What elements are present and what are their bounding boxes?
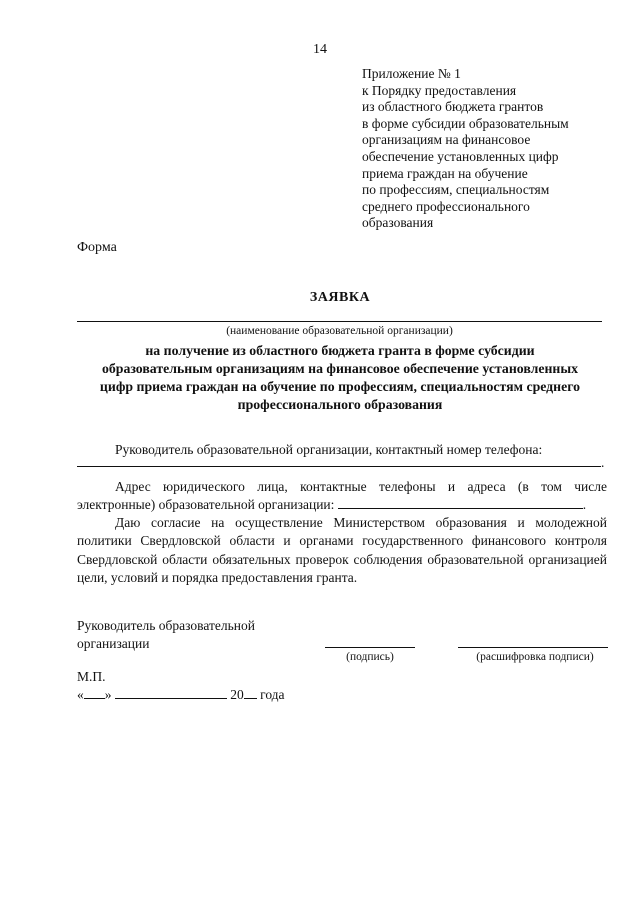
signatory-line-2: организации	[77, 636, 150, 652]
document-title: ЗАЯВКА	[309, 290, 371, 305]
annex-line: к Порядку предоставления	[362, 82, 517, 98]
page-number: 14	[313, 42, 327, 57]
date-day-field[interactable]	[84, 686, 105, 699]
date-year-prefix: 20	[230, 687, 244, 702]
date-close-quote: »	[104, 687, 112, 702]
head-contact-field-line[interactable]	[77, 466, 601, 467]
annex-line: по профессиям, специальностям	[362, 182, 550, 198]
org-name-caption: (наименование образовательной организации)	[226, 325, 453, 337]
date-open-quote: «	[77, 687, 84, 702]
address-paragraph	[77, 478, 607, 515]
address-field-line[interactable]	[338, 496, 583, 509]
signature-decoding-caption: (расшифровка подписи)	[476, 651, 594, 663]
annex-line: образования	[362, 215, 434, 231]
address-end-dot: .	[582, 497, 587, 513]
stamp-place-label: М.П.	[77, 669, 106, 684]
signature-caption: (подпись)	[346, 651, 394, 663]
subject-line: образовательным организациям на финансовое обеспечение установленных	[101, 361, 579, 376]
annex-line: Приложение № 1	[362, 66, 461, 81]
subject-line: цифр приема граждан на обучение по профессиям, специальностям среднего	[99, 379, 581, 394]
signatory-line-1: Руководитель образовательной	[77, 618, 255, 633]
date-month-field[interactable]	[115, 686, 227, 699]
annex-line: из областного бюджета грантов	[362, 99, 544, 115]
head-contact-label: Руководитель образовательной организации, контактный номер телефона:	[115, 442, 543, 457]
consent-paragraph: Даю согласие на осуществление Министерством образования и молодежной политики Свердловской области и органами государственного финансового контроля Свердловской области обязательных проверок соблюдения образовательной организацией цели, условий и порядка предоставления гранта.	[77, 515, 607, 586]
org-name-field-line[interactable]	[77, 321, 602, 322]
date-year-suffix: года	[260, 687, 285, 702]
annex-line: в форме субсидии образовательным	[362, 115, 569, 131]
signature-field-line[interactable]	[325, 647, 415, 648]
signatory-label	[77, 617, 255, 654]
date-line	[77, 686, 285, 703]
annex-line: приема граждан на обучение	[362, 165, 528, 181]
date-year-field[interactable]	[244, 686, 257, 699]
subject-line: профессионального образования	[237, 397, 443, 412]
annex-line: обеспечение установленных цифр	[362, 148, 559, 164]
address-label: Адрес юридического лица, контактные телефоны и адреса (в том числе электронные) образовательной организации:	[77, 479, 607, 513]
form-label: Форма	[77, 240, 117, 255]
signature-decoding-field-line[interactable]	[458, 647, 608, 648]
subject-line: на получение из областного бюджета гранта в форме субсидии	[145, 343, 535, 358]
annex-block	[362, 66, 612, 232]
head-contact-end-dot: .	[601, 455, 605, 470]
annex-line: организациям на финансовое	[362, 132, 531, 148]
application-subject	[60, 342, 620, 414]
annex-line: среднего профессионального	[362, 198, 530, 214]
